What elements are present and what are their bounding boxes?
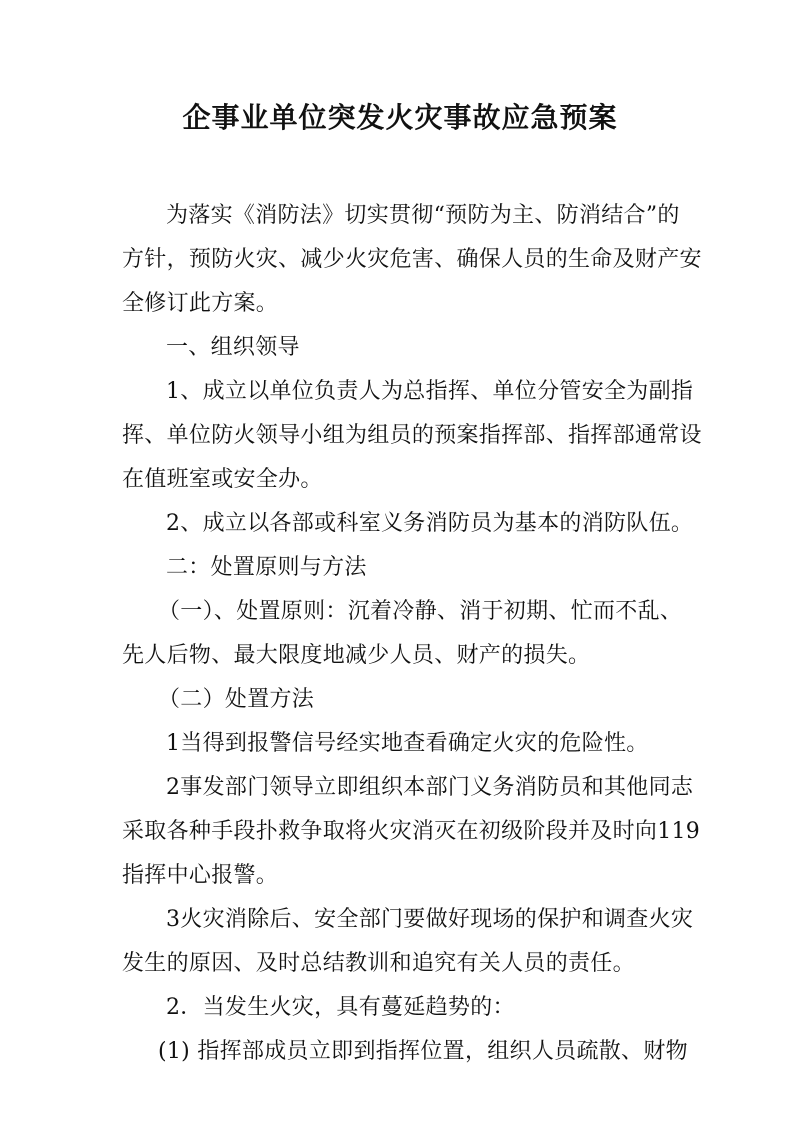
paragraph-line: 发生的原因、及时总结教训和追究有关人员的责任。: [122, 951, 635, 976]
section-heading: 二：处置原则与方法: [166, 555, 367, 580]
document-title: 企事业单位突发火灾事故应急预案: [182, 101, 618, 134]
paragraph-line: 1、成立以单位负责人为总指挥、单位分管安全为副指: [166, 379, 694, 404]
paragraph-line: 先人后物、最大限度地减少人员、财产的损失。: [122, 643, 591, 668]
paragraph-line: 挥、单位防火领导小组为组员的预案指挥部、指挥部通常设: [122, 423, 702, 448]
paragraph-line: （一）、处置原则：沉着冷静、消于初期、忙而不乱、: [158, 599, 683, 624]
paragraph-line: 采取各种手段扑救争取将火灾消灭在初级阶段并及时向119: [122, 819, 701, 844]
paragraph-line: 2事发部门领导立即组织本部门义务消防员和其他同志: [166, 775, 694, 800]
paragraph-line: 1当得到报警信号经实地查看确定火灾的危险性。: [166, 731, 649, 756]
paragraph-line: 3火灾消除后、安全部门要做好现场的保护和调查火灾: [166, 907, 694, 932]
paragraph-line: 方针，预防火灾、减少火灾危害、确保人员的生命及财产安: [122, 247, 702, 272]
section-heading: 一、组织领导: [166, 335, 300, 360]
subsection-heading: （二）处置方法: [158, 687, 315, 712]
paragraph-line: 全修订此方案。: [122, 291, 279, 316]
paragraph-line: 2．当发生火灾，具有蔓延趋势的：: [166, 995, 515, 1020]
paragraph-line: 2、成立以各部或科室义务消防员为基本的消防队伍。: [166, 511, 694, 536]
paragraph-line: 为落实《消防法》切实贯彻“预防为主、防消结合”的: [166, 203, 680, 228]
paragraph-line: (1) 指挥部成员立即到指挥位置，组织人员疏散、财物: [158, 1039, 688, 1064]
paragraph-line: 指挥中心报警。: [122, 863, 279, 888]
paragraph-line: 在值班室或安全办。: [122, 467, 323, 492]
